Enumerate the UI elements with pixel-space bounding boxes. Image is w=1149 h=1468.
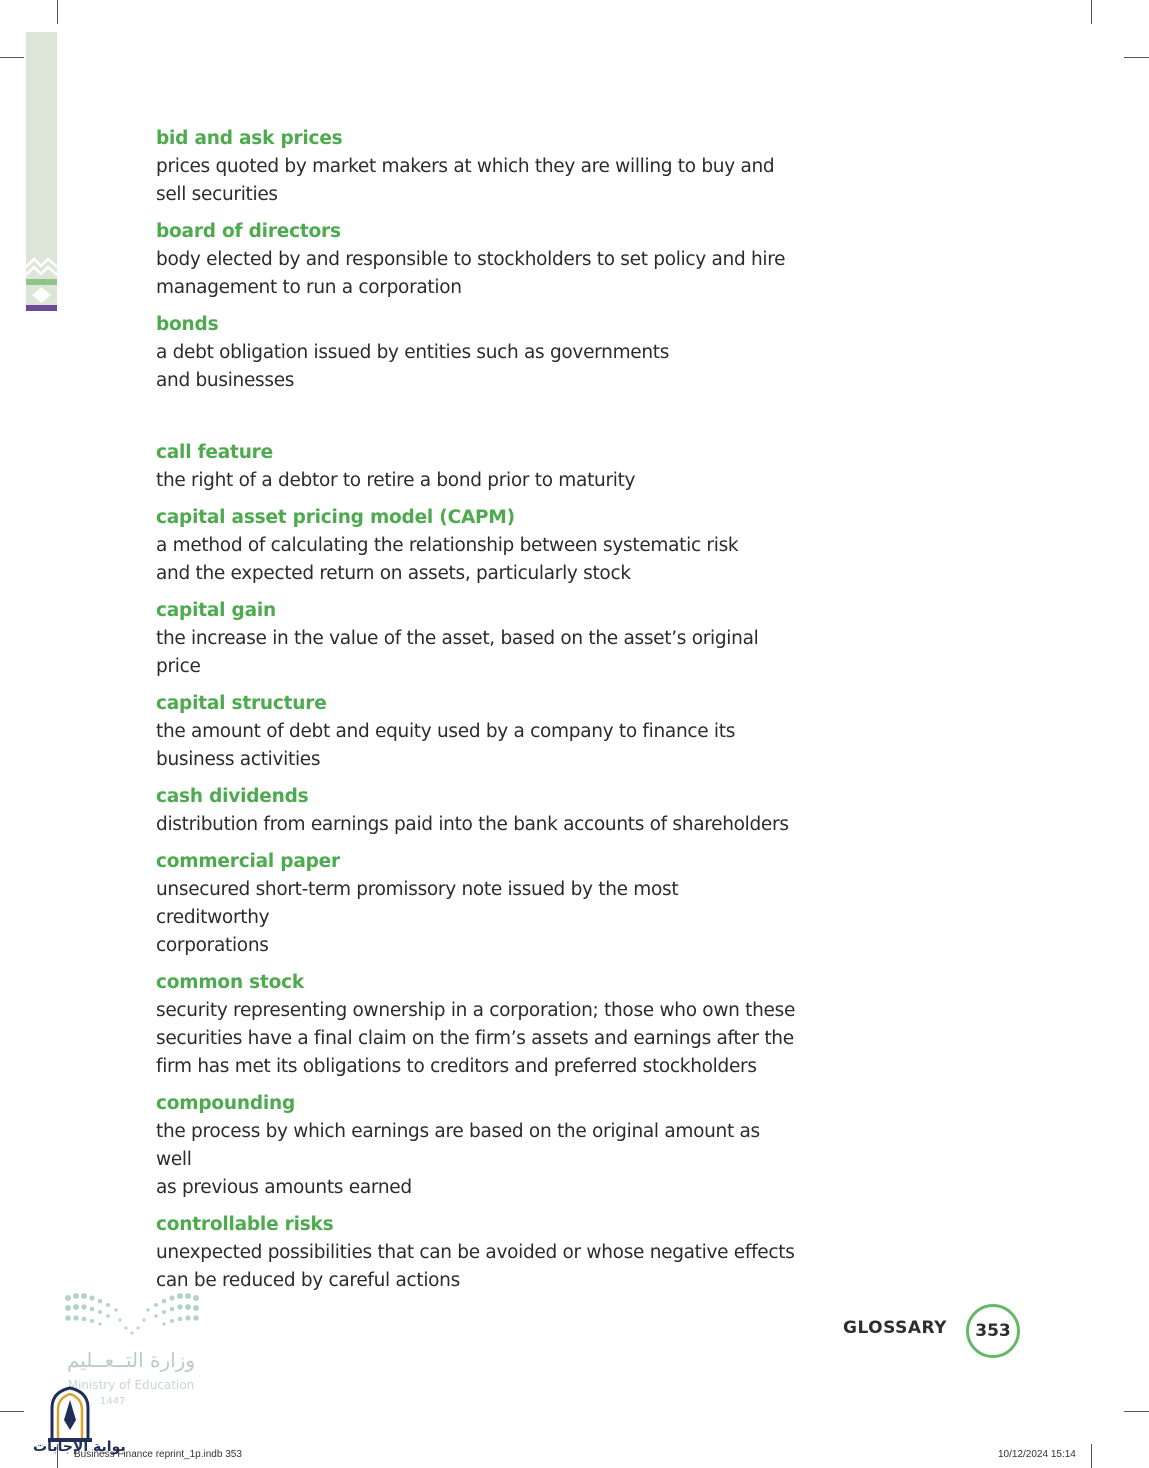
- glossary-definition-line: as previous amounts earned: [156, 1177, 412, 1198]
- glossary-term: call feature: [156, 442, 273, 463]
- page-number-badge: [966, 1304, 1020, 1358]
- glossary-definition-line: the process by which earnings are based on the original amount as well: [156, 1121, 760, 1170]
- glossary-definition-line: distribution from earnings paid into the bank accounts of shareholders: [156, 814, 789, 835]
- ministry-year: 1447: [100, 1396, 126, 1407]
- mosque-watermark-icon: [44, 1386, 96, 1444]
- crop-mark: [57, 0, 58, 24]
- glossary-term: capital gain: [156, 600, 276, 621]
- glossary-definition-line: a method of calculating the relationship between systematic risk: [156, 535, 739, 556]
- glossary-term: cash dividends: [156, 786, 309, 807]
- glossary-definition-line: securities have a final claim on the firm’s assets and earnings after the: [156, 1028, 794, 1049]
- glossary-definition-line: body elected by and responsible to stockholders to set policy and hire: [156, 249, 786, 270]
- glossary-term: compounding: [156, 1093, 296, 1114]
- sidebar-pattern-icon: [26, 255, 57, 311]
- glossary-term: capital structure: [156, 693, 327, 714]
- glossary-definition-line: a debt obligation issued by entities such as governments: [156, 342, 670, 363]
- glossary-entry: [156, 1211, 796, 1295]
- glossary-definition-line: and businesses: [156, 370, 295, 391]
- glossary-entry: [156, 1090, 796, 1202]
- glossary-entries: [156, 125, 796, 1304]
- glossary-definition-line: and the expected return on assets, particularly stock: [156, 563, 631, 584]
- glossary-term: controllable risks: [156, 1214, 334, 1235]
- print-slug-file: Business Finance reprint_1p.indb 353: [74, 1449, 242, 1460]
- glossary-term: bid and ask prices: [156, 128, 343, 149]
- glossary-entry: [156, 504, 796, 588]
- crop-mark: [1124, 1411, 1149, 1412]
- ministry-name-arabic: وزارة التــعــليم: [66, 1348, 196, 1372]
- glossary-definition-line: the right of a debtor to retire a bond prior to maturity: [156, 470, 636, 491]
- glossary-entry: [156, 311, 796, 395]
- glossary-term: common stock: [156, 972, 304, 993]
- crop-mark: [1091, 1444, 1092, 1468]
- glossary-term: capital asset pricing model (CAPM): [156, 507, 515, 528]
- crop-mark: [0, 57, 24, 58]
- glossary-definition-line: can be reduced by careful actions: [156, 1270, 460, 1291]
- ministry-name-english: Ministry of Education: [67, 1378, 195, 1392]
- glossary-entry: [156, 969, 796, 1081]
- crop-mark: [0, 1411, 24, 1412]
- glossary-entry: [156, 218, 796, 302]
- ministry-logo-icon: [62, 1290, 202, 1350]
- glossary-definition-line: sell securities: [156, 184, 278, 205]
- glossary-definition-line: business activities: [156, 749, 321, 770]
- glossary-definition-line: the increase in the value of the asset, based on the asset’s original price: [156, 628, 759, 677]
- glossary-entry: [156, 783, 796, 839]
- glossary-entry: [156, 125, 796, 209]
- print-slug-datetime: 10/12/2024 15:14: [998, 1449, 1076, 1460]
- glossary-definition-line: firm has met its obligations to creditors and preferred stockholders: [156, 1056, 757, 1077]
- glossary-definition-line: security representing ownership in a corporation; those who own these: [156, 1000, 796, 1021]
- glossary-definition-line: corporations: [156, 935, 269, 956]
- glossary-term: commercial paper: [156, 851, 340, 872]
- glossary-entry: [156, 439, 796, 495]
- glossary-entry: [156, 597, 796, 681]
- watermark-text: بوابة الإجابات: [33, 1439, 126, 1455]
- glossary-definition-line: management to run a corporation: [156, 277, 462, 298]
- page-number: 353: [975, 1321, 1011, 1341]
- glossary-definition-line: unsecured short-term promissory note issued by the most creditworthy: [156, 879, 679, 928]
- glossary-definition-line: unexpected possibilities that can be avoided or whose negative effects: [156, 1242, 795, 1263]
- crop-mark: [1124, 57, 1149, 58]
- glossary-definition-line: the amount of debt and equity used by a company to finance its: [156, 721, 736, 742]
- glossary-term: board of directors: [156, 221, 341, 242]
- glossary-term: bonds: [156, 314, 219, 335]
- section-label: GLOSSARY: [843, 1318, 947, 1338]
- glossary-definition-line: prices quoted by market makers at which they are willing to buy and: [156, 156, 775, 177]
- glossary-entry: [156, 848, 796, 960]
- crop-mark: [1091, 0, 1092, 24]
- glossary-entry: [156, 690, 796, 774]
